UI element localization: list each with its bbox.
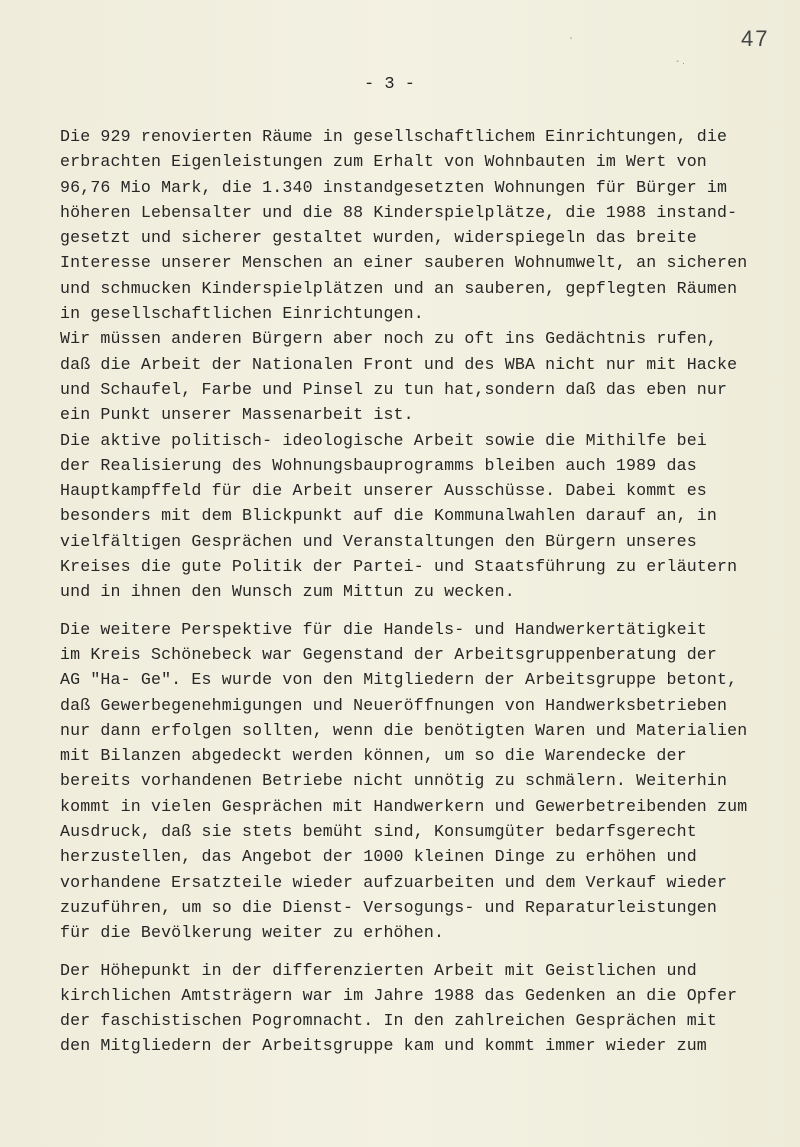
text-line: gesetzt und sicherer gestaltet wurden, widerspiegeln das breite [60, 228, 697, 248]
text-line: Wir müssen anderen Bürgern aber noch zu oft ins Gedächtnis rufen, [60, 329, 718, 349]
paragraph-2 [60, 617, 800, 946]
paper-speck: - . [676, 56, 685, 67]
text-line: mit Bilanzen abgedeckt werden können, um so die Warendecke der [60, 746, 687, 766]
text-line: den Mitgliedern der Arbeitsgruppe kam und kommt immer wieder zum [60, 1036, 707, 1056]
text-line: höheren Lebensalter und die 88 Kinderspielplätze, die 1988 instand- [60, 202, 738, 222]
text-line: besonders mit dem Blickpunkt auf die Kommunalwahlen darauf an, in [60, 506, 718, 526]
text-line: Kreises die gute Politik der Partei- und Staatsführung zu erläutern [60, 557, 738, 577]
text-line: erbrachten Eigenleistungen zum Erhalt von Wohnbauten im Wert von [60, 152, 707, 172]
text-line: zuzuführen, um so die Dienst- Versogungs- und Reparaturleistungen [60, 897, 718, 917]
text-line: herzustellen, das Angebot der 1000 kleinen Dinge zu erhöhen und [60, 847, 697, 867]
text-line: nur dann erfolgen sollten, wenn die benötigten Waren und Materialien [60, 720, 748, 740]
text-line: kirchlichen Amtsträgern war im Jahre 1988 das Gedenken an die Opfer [60, 985, 738, 1005]
text-line: in gesellschaftlichen Einrichtungen. [60, 304, 424, 324]
text-line: der faschistischen Pogromnacht. In den zahlreichen Gesprächen mit [60, 1011, 718, 1031]
text-line: vorhandene Ersatzteile wieder aufzuarbeiten und dem Verkauf wieder [60, 872, 728, 892]
text-line: Ausdruck, daß sie stets bemüht sind, Konsumgüter bedarfsgerecht [60, 822, 697, 842]
paragraph-gap [60, 605, 800, 617]
text-line: ein Punkt unserer Massenarbeit ist. [60, 405, 414, 425]
text-line: AG "Ha- Ge". Es wurde von den Mitgliedern der Arbeitsgruppe betont, [60, 670, 738, 690]
text-line: im Kreis Schönebeck war Gegenstand der Arbeitsgruppenberatung der [60, 644, 718, 664]
text-line: und Schaufel, Farbe und Pinsel zu tun hat,sondern daß das eben nur [60, 379, 728, 399]
text-line: bereits vorhandenen Betriebe nicht unnötig zu schmälern. Weiterhin [60, 771, 728, 791]
text-line: vielfältigen Gesprächen und Veranstaltungen den Bürgern unseres [60, 531, 697, 551]
text-line: Der Höhepunkt in der differenzierten Arbeit mit Geistlichen und [60, 960, 697, 980]
text-line: Interesse unserer Menschen an einer sauberen Wohnumwelt, an sicheren [60, 253, 748, 273]
text-line: für die Bevölkerung weiter zu erhöhen. [60, 923, 445, 943]
document-body [60, 124, 800, 1059]
archive-page-number: 47 [741, 26, 770, 51]
paragraph-1 [60, 124, 800, 605]
text-line: kommt in vielen Gesprächen mit Handwerkern und Gewerbetreibenden zum [60, 796, 748, 816]
paper-speck: ' [570, 36, 572, 47]
text-line: und in ihnen den Wunsch zum Mittun zu wecken. [60, 582, 515, 602]
paragraph-gap [60, 946, 800, 958]
text-line: Die weitere Perspektive für die Handels- und Handwerkertätigkeit [60, 619, 707, 639]
text-line: Die 929 renovierten Räume in gesellschaftlichem Einrichtungen, die [60, 127, 728, 146]
page-number: - 3 - [364, 75, 416, 94]
text-line: daß Gewerbegenehmigungen und Neueröffnungen von Handwerksbetrieben [60, 695, 728, 715]
text-line: daß die Arbeit der Nationalen Front und des WBA nicht nur mit Hacke [60, 354, 738, 374]
text-line: 96,76 Mio Mark, die 1.340 instandgesetzten Wohnungen für Bürger im [60, 177, 728, 197]
text-line: Hauptkampffeld für die Arbeit unserer Ausschüsse. Dabei kommt es [60, 481, 707, 501]
text-line: der Realisierung des Wohnungsbauprogramms bleiben auch 1989 das [60, 455, 697, 475]
text-line: und schmucken Kinderspielplätzen und an sauberen, gepflegten Räumen [60, 278, 738, 298]
text-line: Die aktive politisch- ideologische Arbeit sowie die Mithilfe bei [60, 430, 707, 450]
paragraph-3 [60, 958, 800, 1059]
